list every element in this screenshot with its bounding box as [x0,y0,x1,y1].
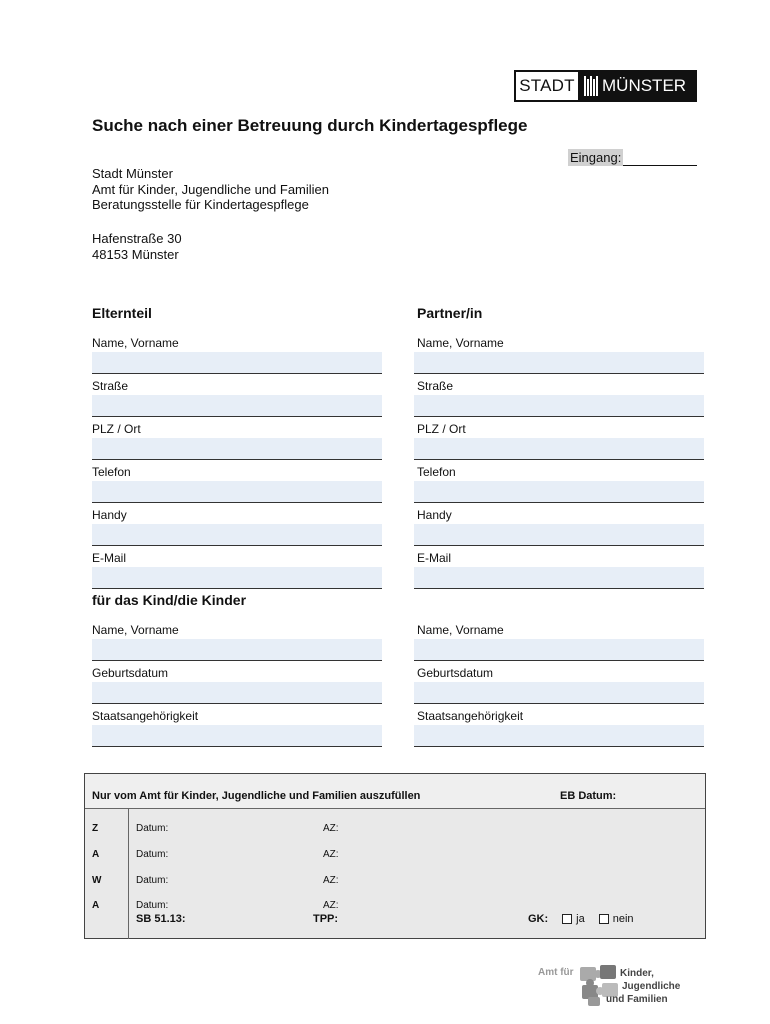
field-label: Straße [92,379,129,393]
logo-text-line: Kinder, [620,968,654,979]
kind2-name-field [414,623,704,661]
field-input[interactable] [414,567,704,589]
row-letter: Z [92,823,99,834]
section-elternteil-heading: Elternteil [92,305,152,321]
recipient-street-address [92,231,182,262]
eingang-line[interactable] [623,152,697,166]
office-header [85,774,705,809]
office-row [85,823,705,837]
office-row [85,900,705,914]
row-letter: W [92,875,102,886]
gk-label: GK: [528,913,549,925]
field-label: Staatsangehörigkeit [92,709,199,723]
field-label: Name, Vorname [417,336,504,350]
partner-handy-field [414,508,704,546]
logo-amt-text: Amt für [538,967,574,978]
field-input[interactable] [92,352,382,374]
field-label: E-Mail [417,551,452,565]
row-az-label: AZ: [323,849,339,860]
logo-stadt-text: STADT [516,72,578,100]
ja-label: ja [576,913,585,925]
field-input[interactable] [414,524,704,546]
sb-label: SB 51.13: [136,913,186,925]
field-input[interactable] [414,352,704,374]
field-input[interactable] [92,682,382,704]
logo-bars-icon [584,76,598,96]
office-use-box [84,773,706,939]
row-datum-label: Datum: [136,823,169,834]
office-header-text: Nur vom Amt für Kinder, Jugendliche und Familien auszufüllen [92,790,421,802]
address-line: Amt für Kinder, Jugendliche und Familien [92,181,330,197]
kind1-staatsangehoerigkeit-field [92,709,382,747]
field-input[interactable] [92,524,382,546]
elternteil-handy-field [92,508,382,546]
office-row [85,875,705,889]
partner-telefon-field [414,465,704,503]
field-label: E-Mail [92,551,127,565]
field-input[interactable] [92,481,382,503]
elternteil-name-field [92,336,382,374]
kind2-staatsangehoerigkeit-field [414,709,704,747]
logo-text-line: Jugendliche [622,981,681,992]
partner-strasse-field [414,379,704,417]
eb-datum-label: EB Datum: [560,790,617,802]
partner-plz-field [414,422,704,460]
kind1-geburtsdatum-field [92,666,382,704]
field-label: Handy [417,508,452,522]
address-line: Beratungsstelle für Kindertagespflege [92,197,309,212]
row-datum-label: Datum: [136,900,169,911]
office-row [85,849,705,863]
field-input[interactable] [414,639,704,661]
logo-text-line: und Familien [606,994,668,1005]
field-label: Geburtsdatum [417,666,494,680]
row-datum-label: Datum: [136,875,169,886]
kind1-name-field [92,623,382,661]
partner-email-field [414,551,704,589]
field-label: Geburtsdatum [92,666,169,680]
field-input[interactable] [414,438,704,460]
kind2-geburtsdatum-field [414,666,704,704]
stadt-muenster-logo [514,70,697,102]
elternteil-telefon-field [92,465,382,503]
logo-muenster-text: MÜNSTER [602,76,687,95]
elternteil-email-field [92,551,382,589]
field-label: Telefon [417,465,456,479]
row-az-label: AZ: [323,900,339,911]
field-label: Name, Vorname [92,623,179,637]
field-label: Name, Vorname [92,336,179,350]
field-input[interactable] [92,639,382,661]
eingang-field [568,149,697,166]
elternteil-strasse-field [92,379,382,417]
ja-checkbox[interactable] [562,914,572,924]
page-title: Suche nach einer Betreuung durch Kindertagespflege [92,116,528,135]
field-label: Staatsangehörigkeit [417,709,524,723]
gk-group [528,913,634,925]
elternteil-plz-field [92,422,382,460]
tpp-label: TPP: [313,913,339,925]
address-city: 48153 Münster [92,246,179,262]
eingang-label: Eingang: [570,150,622,165]
nein-checkbox[interactable] [599,914,609,924]
row-az-label: AZ: [323,875,339,886]
field-input[interactable] [92,567,382,589]
field-label: PLZ / Ort [417,422,466,436]
amt-fuer-kinder-logo [538,963,698,1009]
field-label: PLZ / Ort [92,422,141,436]
section-kinder-heading: für das Kind/die Kinder [92,592,247,608]
nein-label: nein [612,913,634,925]
field-input[interactable] [92,438,382,460]
field-input[interactable] [92,395,382,417]
row-letter: A [92,849,100,860]
section-partner-heading: Partner/in [417,305,483,321]
field-input[interactable] [414,395,704,417]
field-input[interactable] [92,725,382,747]
field-input[interactable] [414,725,704,747]
field-input[interactable] [414,481,704,503]
field-label: Handy [92,508,127,522]
field-label: Name, Vorname [417,623,504,637]
recipient-address [92,166,329,213]
row-az-label: AZ: [323,823,339,834]
address-line: Stadt Münster [92,166,173,181]
address-street: Hafenstraße 30 [92,231,182,246]
field-input[interactable] [414,682,704,704]
logo-text-block [606,967,681,1006]
partner-name-field [414,336,704,374]
field-label: Telefon [92,465,131,479]
row-datum-label: Datum: [136,849,169,860]
field-label: Straße [417,379,454,393]
row-letter: A [92,900,100,911]
